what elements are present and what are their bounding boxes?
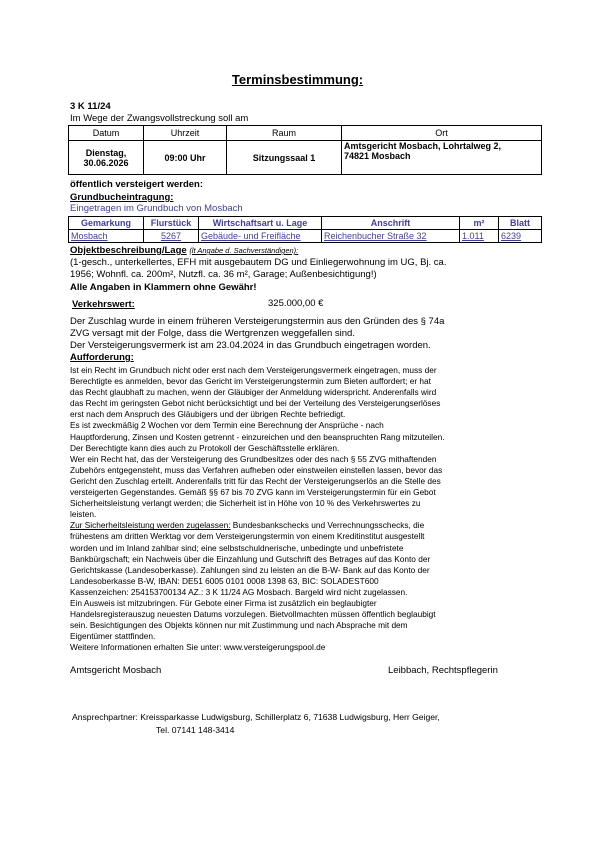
grundbuch-table	[68, 216, 542, 243]
aufforderung-line: Es ist zweckmäßig 2 Wochen vor dem Termin eine Berechnung der Ansprüche - nach	[70, 420, 384, 431]
cell-flurstueck: 5267	[144, 230, 199, 243]
aufforderung-line: Zubehörs entgegensteht, muss das Verfahren aufheben oder einstweilen einstellen lassen, bevor das	[70, 464, 443, 475]
aufforderung-line: das Recht glaubhaft zu machen, wenn der Gläubiger der Anmeldung widerspricht. Anderenfalls wird	[70, 387, 437, 398]
aufforderung-text	[70, 365, 530, 653]
sicherheit-line: Kassenzeichen: 254153700134 AZ.: 3 K 11/24 AG Mosbach. Bargeld wird nicht zugelassen.	[70, 586, 408, 597]
versteigert-text: öffentlich versteigert werden:	[70, 179, 204, 190]
objekt-line-2: 1956; Wohnfl. ca. 200m², Nutzfl. ca. 36 m², Garage; Außenbesichtigung!)	[70, 269, 377, 280]
zuschlag-line-2: ZVG versagt mit der Folge, dass die Wertgrenzen weggefallen sind.	[70, 328, 355, 339]
telefon: Tel. 07141 148-3414	[156, 725, 235, 735]
aufforderung-line: Der Berechtigte kann dies auch zu Protokoll der Geschäftsstelle erklären.	[70, 442, 340, 453]
cell-gemarkung: Mosbach	[69, 230, 144, 243]
verkehrswert-value: 325.000,00 €	[268, 298, 324, 309]
aufforderung-line: das Recht im geringsten Gebot nicht berücksichtigt und bei der Verteilung des Versteigerungserlöses	[70, 398, 441, 409]
sicherheit-line: Eigentümer stattfinden.	[70, 631, 156, 642]
grundbuch-text: Eingetragen im Grundbuch von Mosbach	[70, 203, 243, 214]
ohne-gewaehr: Alle Angaben in Klammern ohne Gewähr!	[70, 282, 257, 293]
cell-blatt: 6239	[499, 230, 542, 243]
header-uhrzeit: Uhrzeit	[144, 126, 227, 141]
termin-uhrzeit: 09:00 Uhr	[144, 141, 227, 175]
sicherheit-line: frühestens am dritten Werktag vor dem Versteigerungstermin von einem Kreditinstitut ausgestellt	[70, 531, 425, 542]
objekt-heading: Objektbeschreibung/Lage	[70, 245, 187, 256]
sicherheit-line: Bankbürgschaft; ein Nachweis über die Einzahlung und Gutschrift des Betrages auf das Konto der	[70, 553, 431, 564]
weitere-info: Weitere Informationen erhalten Sie unter: www.versteigerungspool.de	[70, 642, 326, 653]
termin-raum: Sitzungssaal 1	[227, 141, 342, 175]
verkehrswert-label: Verkehrswert:	[72, 299, 135, 310]
termin-ort	[342, 141, 542, 175]
termin-datum	[69, 141, 144, 175]
zuschlag-line-1: Der Zuschlag wurde in einem früheren Versteigerungstermin aus den Gründen des § 74a	[70, 316, 445, 327]
sicherheit-line: Landesoberkasse B-W, IBAN: DE51 6005 0101 0008 1398 63, BIC: SOLADEST600	[70, 575, 379, 586]
aufforderung-line: versteigerten Gegenstandes. Gemäß §§ 67 bis 70 ZVG kann im Versteigerungstermin für ein Gebot	[70, 487, 436, 498]
cell-qm: 1.011	[460, 230, 499, 243]
intro-text: Im Wege der Zwangsvollstreckung soll am	[70, 113, 249, 124]
sicherheit-line: Gerichtskasse (Landesoberkasse). Zahlungen sind zu leisten an die B-W- Bank auf das Konto der	[70, 564, 430, 575]
sicherheit-line: Ein Ausweis ist mitzubringen. Für Gebote einer Firma ist zusätzlich ein beglaubigter	[70, 597, 377, 608]
ansprechpartner: Ansprechpartner: Kreissparkasse Ludwigsburg, Schillerplatz 6, 71638 Ludwigsburg, Herr Geiger,	[72, 712, 440, 722]
header-datum: Datum	[69, 126, 144, 141]
sicherheit-rest: Bundesbankschecks und Verrechnungsschecks, die	[230, 520, 425, 531]
sicherheit-lead: Zur Sicherheitsleistung werden zugelassen:	[70, 520, 231, 531]
col-qm: m²	[460, 217, 499, 230]
col-anschrift: Anschrift	[322, 217, 460, 230]
cell-wirtschaftsart: Gebäude- und Freifläche	[199, 230, 322, 243]
datum-wochentag: Dienstag,	[85, 147, 127, 158]
termin-table	[68, 125, 542, 175]
col-gemarkung: Gemarkung	[69, 217, 144, 230]
aufforderung-line: leisten.	[70, 509, 97, 520]
objekt-line-1: (1-gesch., unterkellertes, EFH mit ausgebautem DG und Einliegerwohnung im UG, Bj. ca.	[70, 257, 447, 268]
header-raum: Raum	[227, 126, 342, 141]
aufforderung-line: Sicherheitsleistung verlangt werden; die Sicherheit ist in Höhe von 10 % des Verkehrswertes zu	[70, 498, 421, 509]
cell-anschrift: Reichenbucher Straße 32	[322, 230, 460, 243]
aufforderung-line: Wer ein Recht hat, das der Versteigerung des Grundbesitzes oder des nach § 55 ZVG mithaftenden	[70, 453, 437, 464]
datum-date: 30.06.2026	[83, 157, 129, 168]
page-title: Terminsbestimmung:	[231, 72, 364, 87]
aufforderung-line: Ist ein Recht im Grundbuch nicht oder erst nach dem Versteigerungsvermerk eingetragen, muss der	[70, 365, 437, 375]
aktenzeichen: 3 K 11/24	[70, 101, 111, 112]
col-wirtschaftsart: Wirtschaftsart u. Lage	[199, 217, 322, 230]
objekt-note: (lt Angabe d. Sachverständigen):	[189, 246, 299, 255]
aufforderung-heading: Aufforderung:	[70, 352, 134, 363]
grundbuch-heading: Grundbucheintragung:	[70, 192, 174, 203]
aufforderung-line: Gericht den Zuschlag erteilt. Anderenfalls tritt für das Recht der Versteigerungserlös an die Stelle des	[70, 475, 441, 486]
sicherheit-line: sein. Besichtigungen des Objekts können nur mit Zustimmung und nach Absprache mit dem	[70, 620, 408, 631]
ort-line-1: Amtsgericht Mosbach, Lohrtalweg 2,	[344, 141, 502, 151]
header-ort: Ort	[342, 126, 542, 141]
aufforderung-line: erst nach dem Anspruch des Gläubigers und der übrigen Rechte befriedigt.	[70, 409, 346, 420]
aufforderung-line: Hauptforderung, Zinsen und Kosten getrennt - einzureichen und den beanspruchten Rang mitzuteilen.	[70, 431, 445, 442]
sicherheit-line: Handelsregisterauszug neuesten Datums vorzulegen. Bietvollmachten müssen öffentlich beglaubigt	[70, 609, 436, 620]
col-flurstueck: Flurstück	[144, 217, 199, 230]
vermerk-text: Der Versteigerungsvermerk ist am 23.04.2024 in das Grundbuch eingetragen worden.	[70, 340, 431, 351]
col-blatt: Blatt	[499, 217, 542, 230]
footer-amtsgericht: Amtsgericht Mosbach	[70, 665, 162, 676]
objekt-heading-line	[70, 245, 298, 256]
ort-line-2: 74821 Mosbach	[344, 151, 411, 161]
sicherheit-line: worden und im Inland zahlbar sind; eine selbstschuldnerische, unbedingte und unbefristete	[70, 542, 404, 553]
footer-rechtspflegerin: Leibbach, Rechtspflegerin	[388, 665, 498, 676]
sicherheit-first-line	[70, 520, 530, 531]
aufforderung-line: Berechtigte es anmelden, bevor das Gericht im Versteigerungstermin zum Bieten auffordert; er hat	[70, 376, 431, 387]
